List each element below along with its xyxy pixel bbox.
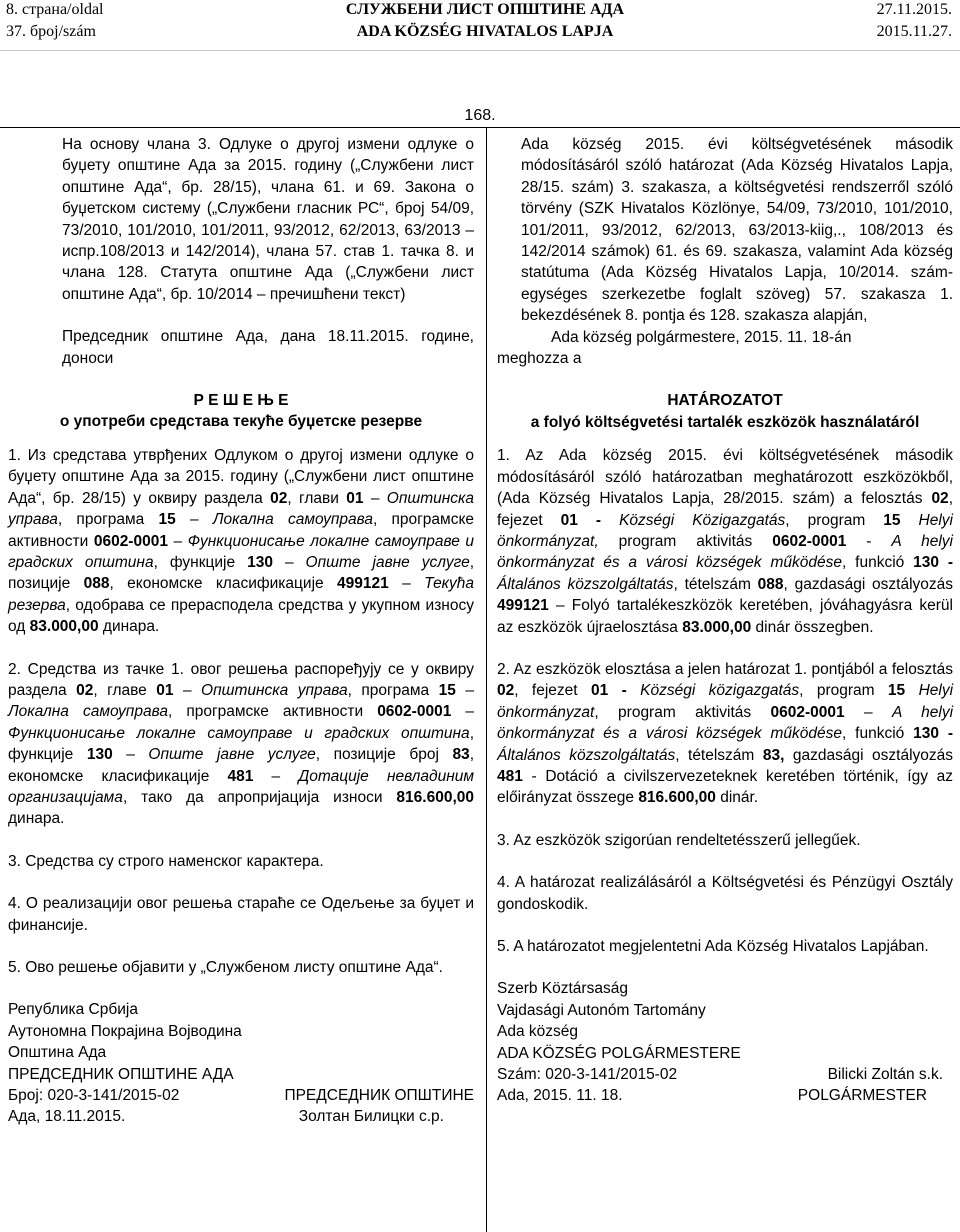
preamble: На основу члана 3. Одлуке о другој измени одлуке о буџету општине Ада за 2015. годину („Службени лист општине Ада“, бр. 28/15), члана 61. и 69. Закона о буџетском систему („Службени гласник РС“, број 54/09, 73/2010, 101/2010, 101/2011, 93/2012, 62/2013, 63/2013 – испр.108/2013 и 142/2014), члана 57. став 1. тачка 8. и члана 128. Статута општине Ада („Службени лист општине Ада“, бр. 10/2014 – пречишћени текст) [62,136,474,303]
issue-date: 27.11.2015. [876,1,952,18]
signature-office: ПРЕДСЕДНИК ОПШТИНЕ АДА [8,1065,234,1083]
clause-3: 3. Az eszközök szigorúan rendeltetésszerű jellegűek. [497,831,861,849]
decision-title: Р Е Ш Е Њ Е [193,392,289,410]
signature-row-date [497,1085,953,1106]
signature-row-date [8,1106,474,1127]
signatory-title: POLGÁRMESTER [797,1087,927,1105]
clause-2: 2. Средства из тачке 1. овог решења распоређују се у оквиру раздела 02, главе 01 – Општинска управа, програма 15 – Локална самоуправа, програмске активности 0602-0001 – Функционисање локалне самоуправе и градских општина, функције 130 – Опште јавне услуге, позиције број 83, економске класификације 481 – Дотације невладиним организацијама, тако да апропријација износи 816.600,00 динара. [8,660,474,828]
signature-block [8,999,474,1127]
issue-date-hungarian: 2015.11.27. [876,23,952,40]
clause-5: 5. A határozatot megjelentetni Ada Község Hivatalos Lapjában. [497,938,929,955]
issue-number: 37. број/szám [6,23,96,40]
enacting-clause: Председник општине Ада, дана 18.11.2015. године, доноси [62,328,474,367]
clause-1: 1. Из средстава утврђених Одлуком о другој измени одлуке о буџету општине Ада за 2015. годину („Службени лист општине Ада“, бр. 28/15) у оквиру раздела 02, глави 01 – Општинска управа, програма 15 – Локална самоуправа, програмске активности 0602-0001 – Функционисање локалне самоуправе и градских општина, функције 130 – Опште јавне услуге, позиције 088, економске класификације 499121 – Текућа резерва, одобрава се прерасподела средства у укупном износу од 83.000,00 динара. [8,446,475,636]
signature-province: Vajdasági Autonóm Tartomány [497,1001,706,1019]
signature-row-number [497,1064,953,1085]
gazette-title-hungarian: ADA KÖZSÉG HIVATALOS LAPJA [356,23,614,40]
signature-country: Szerb Köztársaság [497,980,628,998]
enacting-clause: Ada község polgármestere, 2015. 11. 18-án [551,328,852,346]
signatory-title: ПРЕДСЕДНИК ОПШТИНЕ [284,1087,474,1105]
clause-5: 5. Ово решење објавити у „Службеном листу општине Ада“. [8,959,443,976]
clause-2: 2. Az eszközök elosztása a jelen határozat 1. pontjából a felosztás 02, fejezet 01 - Községi közigazgatás, program 15 Helyi önkormányzat, program aktivitás 0602-0001 – A helyi önkormányzat és a városi községek működése, funkció 130 - Általános közszolgáltatás, tételszám 83, gazdasági osztályozás 481 - Dotáció a civilszervezeteknek keretében történik, így az előirányzat összege 816.600,00 dinár. [497,660,954,807]
clause-4: 4. О реализацији овог решења стараће се Одељење за буџет и финансије. [8,895,474,934]
signature-municipality: Ada község [497,1023,578,1041]
signature-place-date: Ада, 18.11.2015. [8,1108,126,1126]
page-number: 8. страна/oldal [6,1,104,18]
column-divider [486,128,487,1232]
serbian-column [8,134,474,1128]
gazette-title-serbian: СЛУЖБЕНИ ЛИСТ ОПШТИНЕ АДА [345,1,625,18]
reference-number: Број: 020-3-141/2015-02 [8,1087,180,1105]
decision-title: HATÁROZATOT [667,392,783,410]
decision-subtitle: a folyó költségvetési tartalék eszközök használatáról [530,413,920,431]
signature-block [497,978,953,1106]
signature-country: Република Србија [8,1001,138,1019]
clause-4: 4. A határozat realizálásáról a Költségvetési és Pénzügyi Osztály gondoskodik. [497,874,953,913]
signature-office: ADA KÖZSÉG POLGÁRMESTERE [497,1044,741,1062]
hungarian-column [497,134,953,1107]
enacting-clause-end: meghozza a [497,350,582,368]
reference-number: Szám: 020-3-141/2015-02 [497,1066,678,1084]
signatory-name: Bilicki Zoltán s.k. [827,1066,943,1084]
section-top-rule [0,127,960,128]
preamble: Ada község 2015. évi költségvetésének második módosításáról szóló határozat (Ada Község Hivatalos Lapja, 28/15. szám) 3. szakasza, a költségvetési rendszerről szóló törvény (SZK Hivatalos Közlönye, 54/09, 73/2010, 101/2010, 101/2011, 93/2012, 62/2013, 63/2013-kiig,., 108/2013 és 142/2014 számok) 61. és 69. szakasza, valamint Ada község statútuma (Ada Község Hivatalos Lapja, 10/2014. szám-egységes szerkezetbe foglalt szöveg) 57. szakasza 1. bekezdésének 8. pontja és 128. szakasza alapján, [521,136,953,325]
header-divider [0,50,960,51]
page-header [0,0,960,60]
clause-1: 1. Az Ada község 2015. évi költségvetésének második módosításáról szóló határozatban meghatározott eszközökből, (Ada Község Hivatalos Lapja, 28/2015. szám) a felosztás 02, fejezet 01 - Községi Közigazgatás, program 15 Helyi önkormányzat, program aktivitás 0602-0001 - A helyi önkormányzat és a városi községek működése, funkció 130 - Általános közszolgáltatás, tételszám 088, gazdasági osztályozás 499121 – Folyó tartalékeszközök keretében, jóváhagyásra kerül az eszközök újraelosztása 83.000,00 dinár összegben. [497,447,954,636]
signatory-name: Золтан Билицки с.р. [298,1108,444,1126]
signature-province: Аутономна Покрајина Војводина [8,1022,242,1040]
decision-subtitle: о употреби средстава текуће буџетске резерве [59,413,423,431]
document-number: 168. [464,107,496,124]
signature-municipality: Општина Ада [8,1044,107,1062]
signature-place-date: Ada, 2015. 11. 18. [497,1087,623,1105]
signature-row-number [8,1085,474,1106]
clause-3: 3. Средства су строго наменског карактера. [8,852,324,870]
